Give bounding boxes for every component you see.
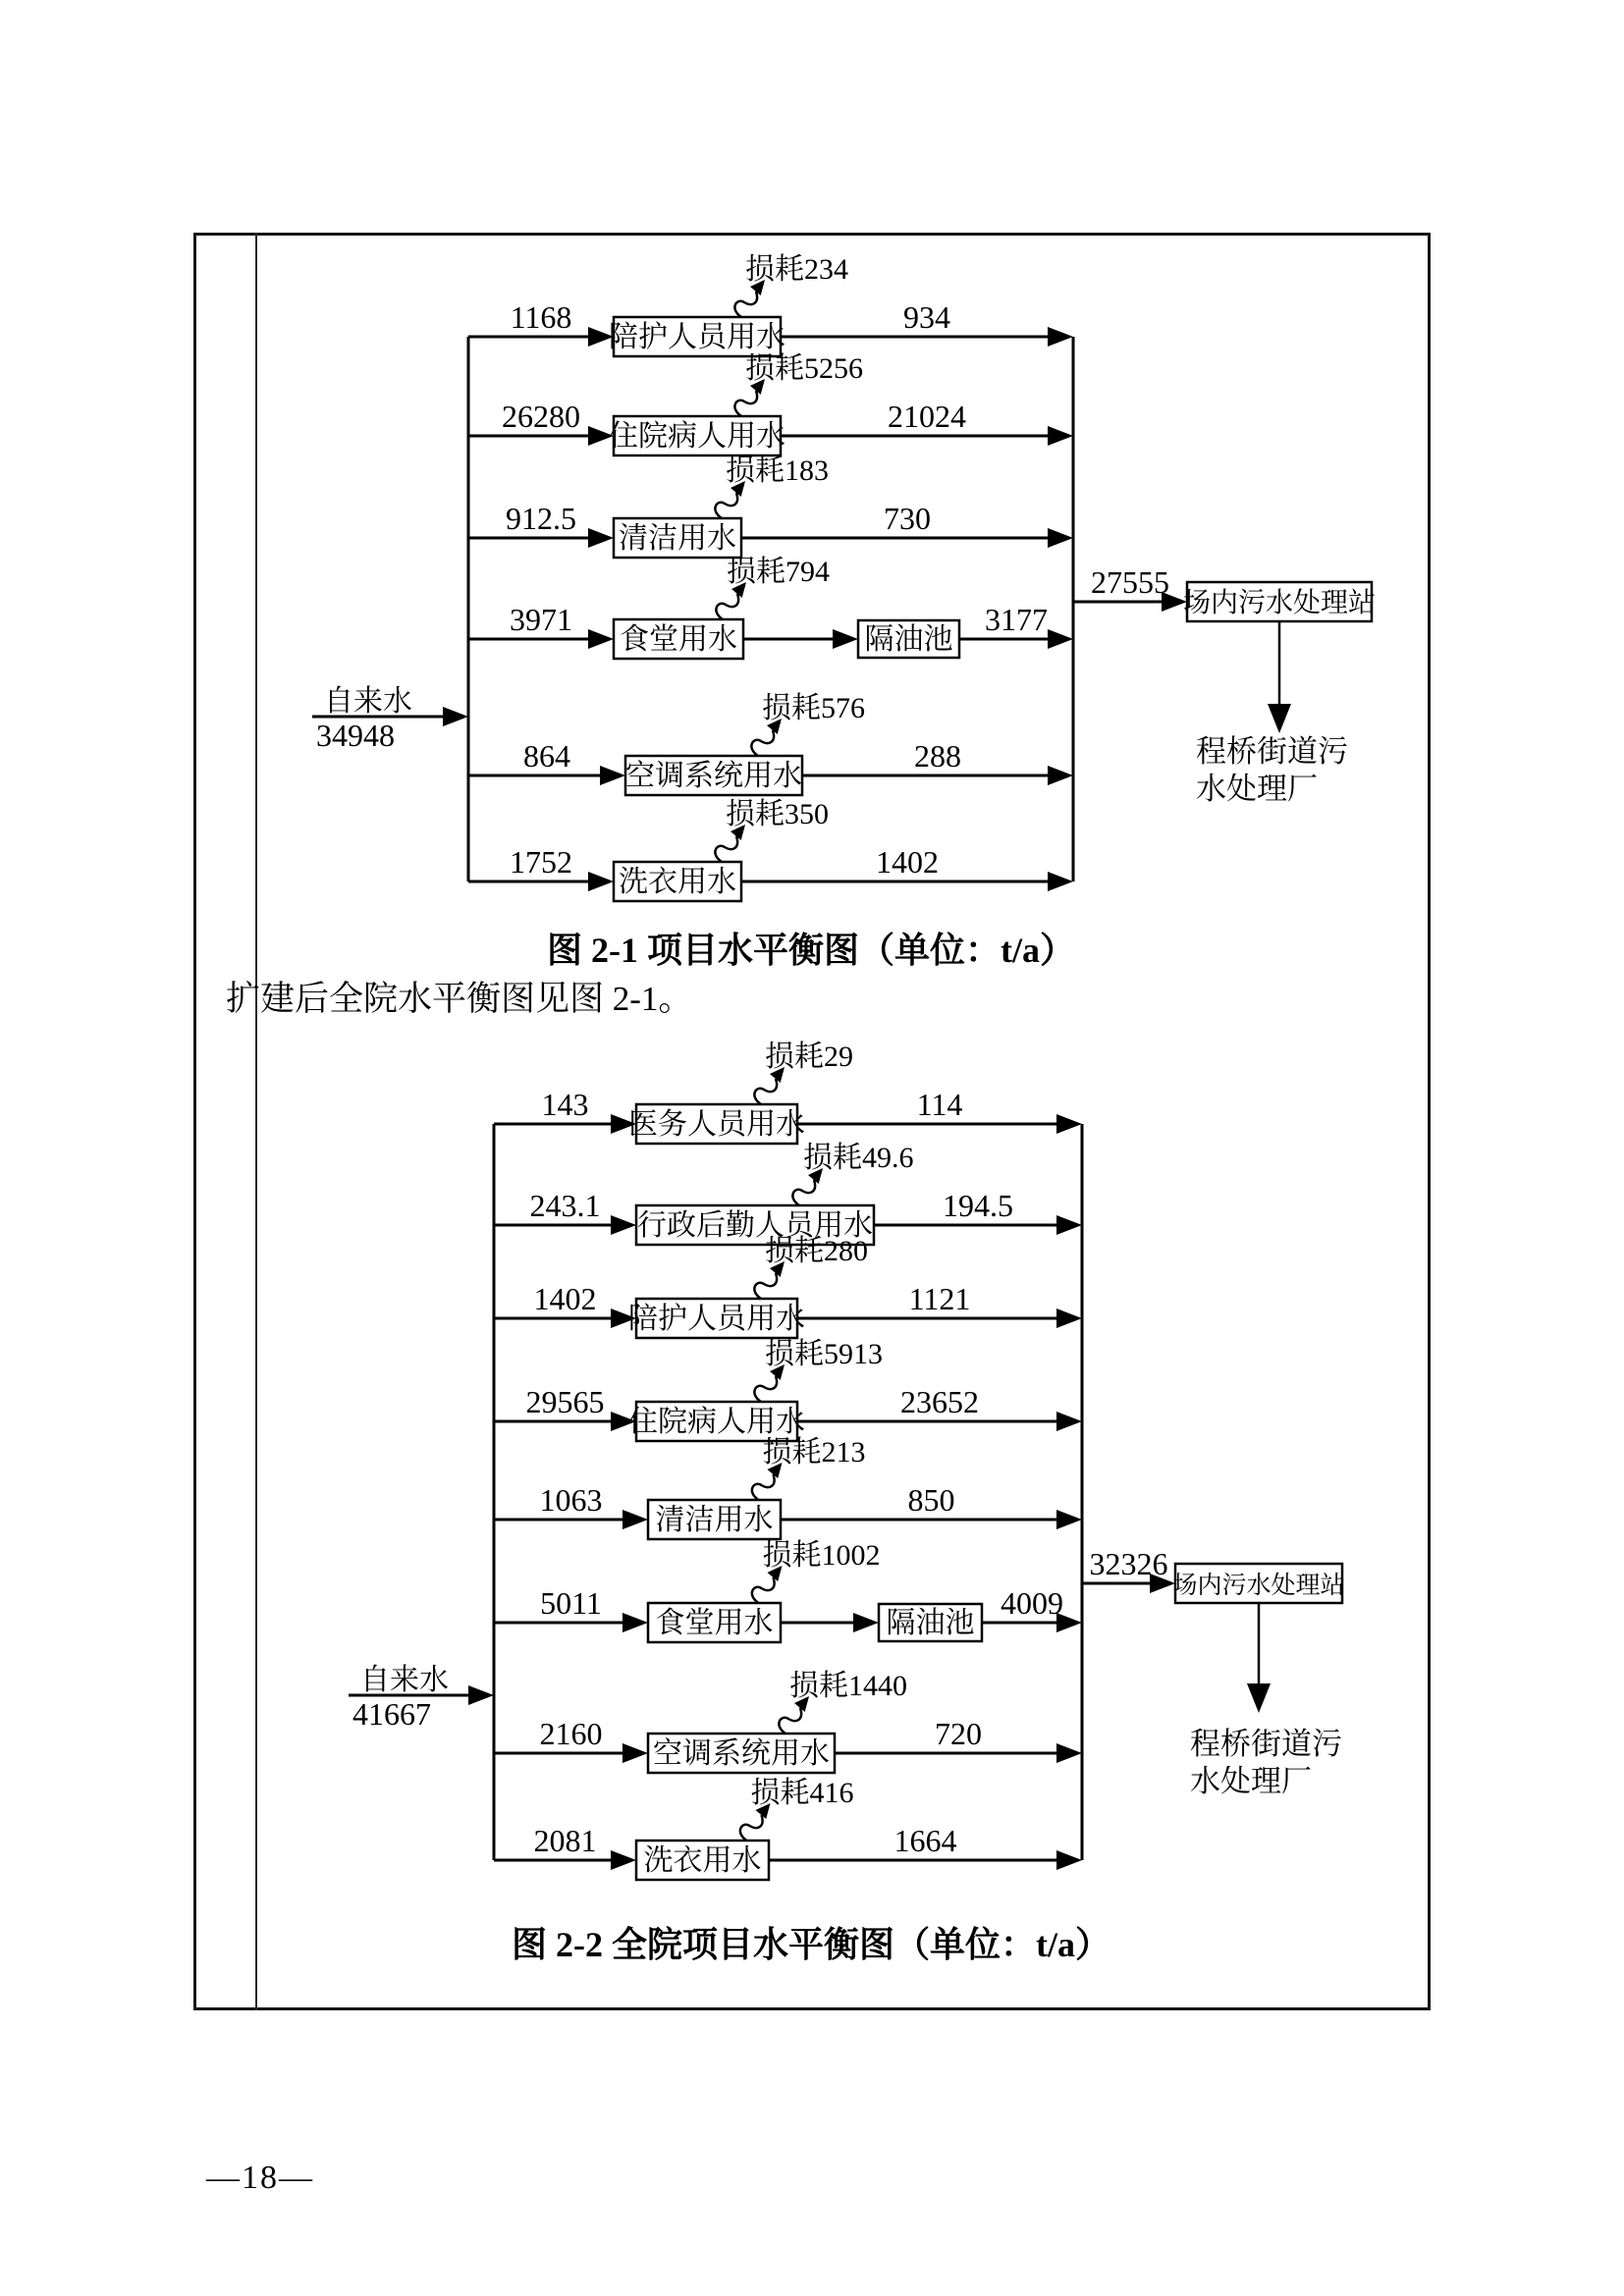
input-flow-arrowhead <box>623 1613 648 1632</box>
input-value: 2160 <box>539 1716 603 1751</box>
source-flow-arrowhead <box>468 1685 494 1705</box>
output-flow-arrowhead <box>1048 766 1073 785</box>
total-output-value: 32326 <box>1089 1546 1168 1581</box>
output-flow-arrowhead <box>1056 1215 1082 1235</box>
output-flow-arrowhead <box>1056 1412 1082 1431</box>
loss-squiggle <box>715 493 737 518</box>
output-flow-arrowhead <box>1056 1114 1082 1134</box>
output-value: 114 <box>916 1087 963 1122</box>
total-output-value: 27555 <box>1091 564 1169 600</box>
output-value: 4009 <box>1001 1585 1063 1621</box>
loss-value: 损耗416 <box>750 1777 854 1809</box>
process-box-label: 食堂用水 <box>655 1607 774 1639</box>
process-box-label: 医务人员用水 <box>628 1108 805 1141</box>
input-flow-arrowhead <box>611 1850 636 1870</box>
loss-value: 损耗1440 <box>789 1670 907 1702</box>
input-value: 143 <box>541 1087 589 1122</box>
input-value: 29565 <box>525 1384 605 1419</box>
loss-value: 损耗576 <box>762 692 865 724</box>
loss-value: 损耗213 <box>762 1436 866 1468</box>
process-box-label: 住院病人用水 <box>609 420 785 453</box>
input-value: 243.1 <box>529 1188 601 1223</box>
input-value: 1402 <box>533 1281 597 1316</box>
process-box-label: 陪护人员用水 <box>609 321 785 353</box>
station-box-label: 场内污水处理站 <box>1182 588 1377 618</box>
input-flow-arrowhead <box>611 1215 636 1235</box>
input-value: 1752 <box>510 844 572 880</box>
loss-value: 损耗794 <box>727 556 830 588</box>
figure-2-1-caption: 图 2-1 项目水平衡图（单位：t/a） <box>547 931 1075 970</box>
input-value: 864 <box>523 738 570 774</box>
mid-flow-arrowhead <box>853 1613 879 1632</box>
source-label: 自来水 <box>324 685 412 718</box>
output-flow-arrowhead <box>1048 629 1073 649</box>
loss-value: 损耗29 <box>765 1041 853 1073</box>
loss-squiggle <box>740 1815 763 1841</box>
output-flow-arrowhead <box>1056 1743 1082 1763</box>
body-paragraph: 扩建后全院水平衡图见图 2-1。 <box>226 980 693 1018</box>
output-value: 288 <box>914 738 961 774</box>
plant-label-line1: 程桥街道污 <box>1196 734 1348 769</box>
mid-flow-arrowhead <box>833 629 858 649</box>
input-value: 1063 <box>539 1482 603 1518</box>
input-value: 2081 <box>533 1823 597 1858</box>
station-box-label: 场内污水处理站 <box>1172 1573 1345 1599</box>
source-value: 34948 <box>316 718 395 753</box>
process-box-label: 清洁用水 <box>655 1504 774 1536</box>
process-box-label: 空调系统用水 <box>653 1737 830 1770</box>
process-box-label: 食堂用水 <box>620 623 737 656</box>
input-value: 5011 <box>540 1585 602 1621</box>
loss-squiggle <box>779 1708 801 1734</box>
input-value: 912.5 <box>506 501 576 536</box>
output-value: 934 <box>903 299 950 335</box>
plant-label-line1: 程桥街道污 <box>1190 1727 1342 1761</box>
output-flow-arrowhead <box>1056 1850 1082 1870</box>
output-value: 3177 <box>985 602 1048 637</box>
input-flow-arrowhead <box>623 1510 648 1529</box>
mid-box-label: 隔油池 <box>886 1607 975 1639</box>
loss-squiggle <box>751 730 774 756</box>
loss-squiggle <box>754 1376 777 1402</box>
loss-squiggle <box>715 836 737 862</box>
loss-value: 损耗183 <box>726 454 829 487</box>
input-flow-arrowhead <box>623 1743 648 1763</box>
loss-squiggle <box>734 391 757 416</box>
process-box-label: 空调系统用水 <box>625 760 802 792</box>
plant-label-line2: 水处理厂 <box>1196 772 1318 806</box>
loss-squiggle <box>754 1273 777 1299</box>
output-flow-arrowhead <box>1056 1308 1082 1328</box>
source-value: 41667 <box>352 1696 431 1732</box>
loss-value: 损耗280 <box>765 1235 868 1267</box>
input-flow-arrowhead <box>588 528 614 548</box>
input-flow-arrowhead <box>588 629 614 649</box>
loss-squiggle <box>734 292 757 317</box>
loss-value: 损耗5913 <box>765 1338 883 1370</box>
plant-flow-arrowhead <box>1247 1683 1271 1713</box>
loss-squiggle <box>752 1474 775 1500</box>
output-value: 730 <box>884 501 931 536</box>
source-label: 自来水 <box>360 1664 449 1696</box>
loss-squiggle <box>792 1180 815 1205</box>
output-flow-arrowhead <box>1048 426 1073 446</box>
loss-squiggle <box>716 594 738 619</box>
loss-squiggle <box>752 1577 775 1603</box>
loss-squiggle <box>754 1079 777 1104</box>
plant-flow-arrowhead <box>1268 704 1291 733</box>
output-value: 21024 <box>888 399 966 434</box>
process-box-label: 行政后勤人员用水 <box>637 1209 873 1242</box>
output-value: 23652 <box>900 1384 979 1419</box>
output-value: 1402 <box>876 844 939 880</box>
output-value: 1664 <box>893 1823 957 1858</box>
process-box-label: 陪护人员用水 <box>628 1303 805 1335</box>
input-value: 1168 <box>510 299 572 335</box>
loss-value: 损耗1002 <box>762 1539 881 1572</box>
plant-label-line2: 水处理厂 <box>1190 1764 1312 1798</box>
output-flow-arrowhead <box>1048 327 1073 347</box>
output-value: 850 <box>907 1482 955 1518</box>
output-flow-arrowhead <box>1056 1510 1082 1529</box>
mid-box-label: 隔油池 <box>864 623 953 656</box>
process-box-label: 洗衣用水 <box>643 1844 762 1877</box>
source-flow-arrowhead <box>443 707 468 726</box>
process-box-label: 清洁用水 <box>619 522 736 555</box>
output-flow-arrowhead <box>1048 872 1073 891</box>
input-value: 26280 <box>502 399 580 434</box>
process-box-label: 洗衣用水 <box>619 866 736 898</box>
loss-value: 损耗234 <box>745 253 848 286</box>
process-box-label: 住院病人用水 <box>628 1406 805 1438</box>
input-flow-arrowhead <box>588 872 614 891</box>
output-value: 194.5 <box>943 1188 1013 1223</box>
input-flow-arrowhead <box>600 766 625 785</box>
output-flow-arrowhead <box>1048 528 1073 548</box>
loss-value: 损耗350 <box>726 798 829 830</box>
loss-value: 损耗49.6 <box>803 1142 914 1174</box>
loss-value: 损耗5256 <box>745 352 863 385</box>
output-value: 1121 <box>908 1281 971 1316</box>
input-value: 3971 <box>510 602 572 637</box>
figure-2-2-caption: 图 2-2 全院项目水平衡图（单位：t/a） <box>512 1925 1110 1964</box>
output-value: 720 <box>935 1716 982 1751</box>
page-number: —18— <box>206 2160 314 2196</box>
